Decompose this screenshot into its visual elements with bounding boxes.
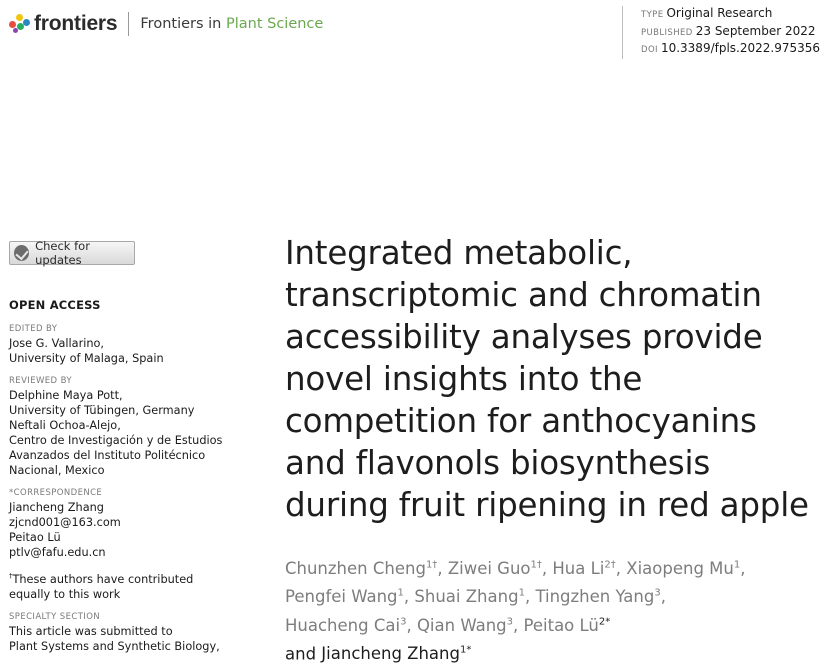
author[interactable]: Peitao $Lü^{2*}$	[524, 616, 611, 635]
meta-type: TYPE Original Research	[641, 6, 820, 24]
journal-name[interactable]	[140, 16, 323, 32]
logo-wordmark: frontiers	[34, 12, 117, 36]
specialty-section-label: SPECIALTY SECTION	[9, 611, 234, 624]
author[interactable]: Pengfei Wang$^1$,	[285, 587, 414, 606]
reviewed-by-label: REVIEWED BY	[9, 375, 234, 388]
journal-accent: Plant Science	[226, 16, 323, 32]
title-line: Integrated metabolic,	[285, 232, 825, 274]
title-line: competition for anthocyanins	[285, 400, 825, 442]
sidebar	[9, 298, 234, 654]
author[interactable]: Qian Wang$^3$,	[417, 616, 524, 635]
author-row	[285, 581, 825, 610]
reviewer-line: University of Tübingen, Germany	[9, 403, 234, 418]
author[interactable]: Tingzhen Yang$^3$,	[535, 587, 666, 606]
author[interactable]: Jiancheng Zhang$^{1*}$	[321, 644, 471, 663]
author[interactable]: Ziwei Guo$^{1\dagger}$,	[448, 559, 553, 578]
logo-divider	[128, 12, 129, 36]
frontiers-logo[interactable]	[9, 12, 323, 36]
meta-published: PUBLISHED 23 September 2022	[641, 24, 820, 42]
title-line: accessibility analyses provide	[285, 316, 825, 358]
author[interactable]: Huacheng Cai$^3$,	[285, 616, 417, 635]
author-list	[285, 552, 825, 666]
correspondent-name: Jiancheng Zhang	[9, 500, 234, 515]
correspondent-name: Peitao Lü	[9, 530, 234, 545]
specialty-section-text: Plant Systems and Synthetic Biology,	[9, 639, 234, 654]
correspondent-email[interactable]: ptlv@fafu.edu.cn	[9, 545, 234, 560]
reviewer-line: Centro de Investigación y de Estudios	[9, 433, 234, 448]
correspondent-email[interactable]: zjcnd001@163.com	[9, 515, 234, 530]
author-conjunction: and	[285, 644, 321, 663]
meta-doi[interactable]: DOI 10.3389/fpls.2022.975356	[641, 41, 820, 59]
frontiers-logo-icon	[9, 13, 31, 35]
title-line: novel insights into the	[285, 358, 825, 400]
open-access-label: OPEN ACCESS	[9, 298, 234, 313]
edited-by-label: EDITED BY	[9, 323, 234, 336]
title-line: and flavonols biosynthesis	[285, 442, 825, 484]
specialty-section-text: This article was submitted to	[9, 624, 234, 639]
author-row	[285, 552, 825, 581]
author[interactable]: Chunzhen Cheng$^{1\dagger}$,	[285, 559, 448, 578]
reviewer-line: Neftali Ochoa-Alejo,	[9, 418, 234, 433]
article-meta	[622, 6, 820, 59]
reviewer-line: Avanzados del Instituto Politécnico	[9, 448, 234, 463]
author[interactable]: Xiaopeng Mu$^1$,	[626, 559, 745, 578]
title-line: during fruit ripening in red apple	[285, 484, 825, 526]
article-title	[285, 232, 825, 526]
author[interactable]: Hua $Li^{2\dagger}$,	[552, 559, 626, 578]
check-circle-icon	[14, 245, 29, 261]
check-for-updates-label: Check for updates	[35, 239, 134, 267]
reviewer-line: Delphine Maya Pott,	[9, 388, 234, 403]
reviewer-line: Nacional, Mexico	[9, 463, 234, 478]
journal-prefix: Frontiers in	[140, 16, 226, 32]
title-line: transcriptomic and chromatin	[285, 274, 825, 316]
check-for-updates-button[interactable]	[9, 241, 135, 265]
editor-affiliation: University of Malaga, Spain	[9, 351, 234, 366]
equal-contribution-note: †These authors have contributed	[9, 569, 234, 587]
editor-name: Jose G. Vallarino,	[9, 336, 234, 351]
author[interactable]: Shuai Zhang$^1$,	[414, 587, 535, 606]
correspondence-label: *CORRESPONDENCE	[9, 487, 234, 500]
author-row	[285, 609, 825, 638]
equal-contribution-note: equally to this work	[9, 587, 234, 602]
